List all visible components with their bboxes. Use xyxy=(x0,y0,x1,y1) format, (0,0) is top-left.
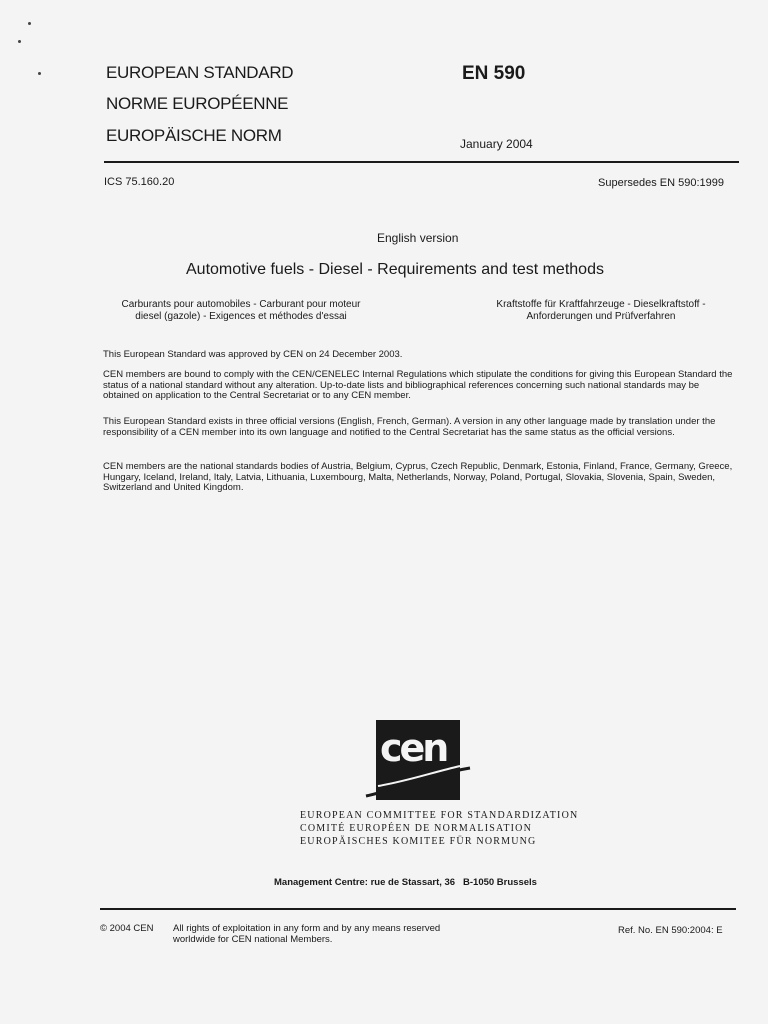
french-title: Carburants pour automobiles - Carburant pour moteur diesel (gazole) - Exigences et méthodes d'essai xyxy=(121,299,361,322)
committee-name-fr: COMITÉ EUROPÉEN DE NORMALISATION xyxy=(300,823,533,834)
ics-code: ICS 75.160.20 xyxy=(104,176,175,188)
supersedes-note: Supersedes EN 590:1999 xyxy=(598,177,724,189)
reference-number: Ref. No. EN 590:2004: E xyxy=(618,925,723,936)
publication-date: January 2004 xyxy=(460,137,533,151)
german-title: Kraftstoffe für Kraftfahrzeuge - Dieselkraftstoff - Anforderungen und Prüfverfahren xyxy=(496,299,706,322)
cen-logo-swoosh xyxy=(364,760,474,800)
header-rule xyxy=(104,161,739,163)
rights-notice: All rights of exploitation in any form and by any means reserved worldwide for CEN national Members. xyxy=(173,923,441,945)
standard-title-en: EUROPEAN STANDARD xyxy=(106,63,294,82)
scan-speck xyxy=(18,40,21,43)
committee-name-en: EUROPEAN COMMITTEE FOR STANDARDIZATION xyxy=(300,810,579,821)
approval-statement: This European Standard was approved by CEN on 24 December 2003. xyxy=(103,349,403,360)
committee-name-de: EUROPÄISCHES KOMITEE FÜR NORMUNG xyxy=(300,836,537,847)
standard-title-fr: NORME EUROPÉENNE xyxy=(106,94,289,113)
official-versions-paragraph: This European Standard exists in three official versions (English, French, German). A version in any other language made by translation under the responsibility of a CEN member into its own language and notified to the Central Secretariat has the same status as the official versions. xyxy=(103,416,716,438)
standard-number: EN 590 xyxy=(462,63,526,84)
management-centre-address: Management Centre: rue de Stassart, 36 B-1050 Brussels xyxy=(274,877,537,888)
members-list-paragraph: CEN members are the national standards bodies of Austria, Belgium, Cyprus, Czech Republic, Denmark, Estonia, Finland, France, Germany, Greece, Hungary, Iceland, Ireland, Italy, Latvia, Lithuania, Luxembourg, Malta, Netherlands, Norway, Poland, Portugal, Slovakia, Slovenia, Spain, Sweden, Switzerland and United Kingdom. xyxy=(103,461,733,493)
copyright-notice: © 2004 CEN xyxy=(100,923,154,934)
language-version: English version xyxy=(377,231,459,245)
cen-logo-text: cen xyxy=(380,726,447,770)
main-title: Automotive fuels - Diesel - Requirements and test methods xyxy=(186,261,604,278)
members-bound-paragraph: CEN members are bound to comply with the CEN/CENELEC Internal Regulations which stipulate the conditions for giving this European Standard the status of a national standard without any alteration. Up-to-date lists and bibliographical references concerning such national standards may be obtained on application to the Central Secretariat or to any CEN member. xyxy=(103,369,733,401)
scan-speck xyxy=(38,72,41,75)
scan-speck xyxy=(28,22,31,25)
standard-title-de: EUROPÄISCHE NORM xyxy=(106,126,282,145)
footer-rule xyxy=(100,908,736,910)
